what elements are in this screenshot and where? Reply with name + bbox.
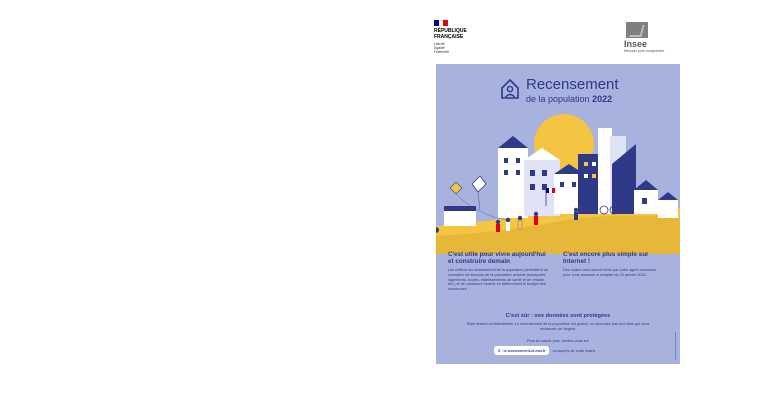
insee-tagline: Mesurer pour comprendre (624, 49, 665, 53)
french-flag-icon (434, 20, 448, 26)
url-search-box[interactable] (494, 346, 549, 355)
rf-motto-3: Fraternité (434, 50, 449, 54)
safe-text: Elles restent confidentielles. Le recensement de la population est gratuit, ne répondez pas aux sites qui vous réclament de l'argent. (466, 322, 650, 331)
safe-section (436, 313, 680, 331)
census-poster (436, 64, 680, 364)
useful-section (448, 251, 553, 291)
url-row (494, 346, 674, 355)
title-main: Recensement (526, 76, 619, 93)
printer-mark (674, 332, 677, 360)
rf-name-line-1: RÉPUBLIQUE (434, 28, 467, 34)
house-person-icon (500, 78, 520, 100)
kite-2-icon (450, 182, 462, 194)
useful-text: Les chiffres du recensement de la population permettent de connaître les besoins de la population actuelle (transports, logements, écoles, établissements de santé et de retraite, etc.) et de construire l'avenir en déterminant le budget des communes. (448, 268, 548, 291)
rf-motto-1: Liberté (434, 42, 445, 46)
rf-motto-2: Égalité (434, 46, 445, 50)
internet-heading: C'est encore plus simple sur Internet ! (563, 251, 649, 266)
useful-heading: C'est utile pour vivre aujourd'hui et construire demain (448, 251, 546, 266)
flag-red (443, 20, 448, 26)
insee-name: Insee (624, 39, 648, 49)
republique-francaise-logo (434, 20, 484, 54)
town-illustration (436, 114, 680, 254)
search-icon: ⌕ (498, 348, 501, 353)
internet-section (563, 251, 663, 278)
kite-1-icon (472, 176, 486, 210)
title-year: 2022 (592, 94, 613, 104)
insee-logo (624, 22, 684, 53)
internet-text: Des codes vous seront remis par votre agent recenseur pour vous recenser à compter du 20 janvier 2022. (563, 268, 657, 277)
insee-mark-icon (626, 22, 648, 38)
url-text: le-recensement-et-moi.fr (503, 348, 546, 353)
title-sub-text: de la population (526, 94, 593, 104)
title-sub (526, 94, 612, 104)
more-info-text: Pour en savoir plus, rendez-vous sur (527, 339, 589, 343)
rf-name-line-2: FRANÇAISE (434, 33, 464, 40)
safe-heading: C'est sûr : vos données sont protégées (505, 313, 611, 319)
url-tail-text: ou auprès de votre mairie (552, 348, 596, 353)
